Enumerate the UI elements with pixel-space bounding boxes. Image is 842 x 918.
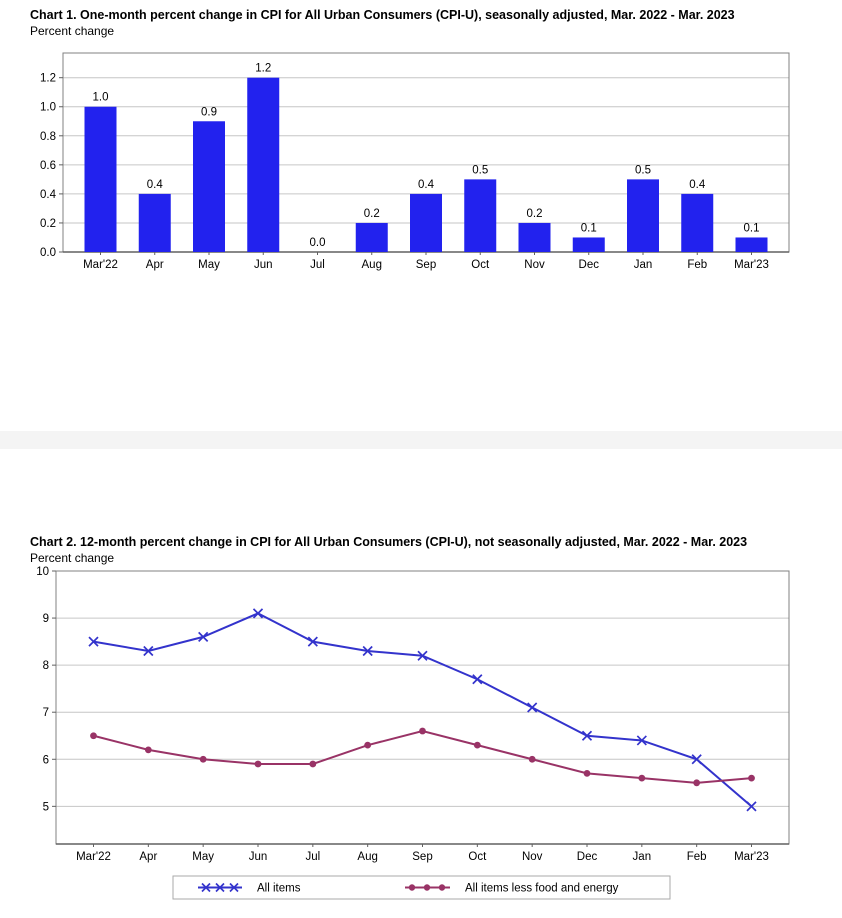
marker-circle [584, 770, 591, 777]
marker-circle [145, 746, 152, 753]
x-tick-label: Jan [632, 851, 652, 863]
x-tick-label: Mar'23 [734, 851, 769, 863]
x-tick-label: Jul [310, 259, 325, 271]
marker-circle [529, 756, 536, 763]
marker-x [473, 675, 482, 684]
bar [627, 179, 659, 252]
separator-band [0, 431, 842, 449]
bar-value-label: 0.5 [635, 164, 651, 177]
x-tick-label: Nov [524, 259, 545, 271]
x-tick-label: Aug [361, 259, 382, 271]
bar [681, 194, 713, 252]
x-tick-label: Apr [145, 259, 164, 271]
x-tick-label: Nov [521, 851, 543, 863]
y-tick-label: 0.6 [40, 159, 56, 172]
marker-circle [200, 756, 207, 763]
marker-circle [364, 742, 371, 749]
y-tick-label: 5 [42, 801, 49, 814]
x-tick-label: Dec [578, 259, 599, 271]
chart1-subtitle: Percent change [30, 24, 115, 38]
marker-circle [419, 728, 426, 735]
y-tick-label: 0.8 [40, 130, 56, 143]
x-tick-label: Jun [253, 259, 273, 271]
bar [139, 194, 171, 252]
chart2-title: Chart 2. 12-month percent change in CPI for All Urban Consumers (CPI-U), not seasonally adjusted, Mar. 2022 - Mar. 2023 [30, 535, 748, 549]
bar [519, 223, 551, 252]
x-tick-label: Mar'22 [83, 259, 118, 271]
plot-frame [56, 571, 789, 844]
x-tick-label: May [192, 851, 215, 863]
marker-circle [638, 775, 645, 782]
y-tick-label: 0.2 [40, 217, 56, 230]
marker-circle [90, 732, 97, 739]
marker-circle [748, 775, 755, 782]
bar-value-label: 0.1 [743, 222, 760, 235]
bar [573, 237, 605, 252]
bar-value-label: 0.0 [309, 237, 326, 249]
bar-value-label: 0.4 [418, 178, 434, 191]
bar [736, 237, 768, 252]
chart1-title: Chart 1. One-month percent change in CPI for All Urban Consumers (CPI-U), seasonally adjusted, Mar. 2022 - Mar. 2023 [30, 8, 735, 22]
y-tick-label: 10 [36, 566, 49, 578]
legend-label: All items [257, 882, 301, 895]
x-tick-label: Mar'23 [734, 259, 769, 271]
bar-value-label: 0.2 [526, 207, 543, 220]
series-line-x [94, 613, 752, 806]
bar [247, 78, 279, 252]
x-tick-label: Apr [139, 851, 158, 863]
marker-circle [309, 761, 316, 768]
bar-value-label: 0.4 [146, 178, 163, 191]
bar-value-label: 0.5 [472, 164, 489, 177]
marker-x [528, 703, 537, 712]
bar-value-label: 1.0 [92, 91, 109, 104]
bar [410, 194, 442, 252]
x-tick-label: Sep [415, 259, 437, 271]
bar [356, 223, 388, 252]
bar-value-label: 0.4 [689, 178, 706, 191]
y-tick-label: 9 [42, 613, 49, 626]
bar-value-label: 1.2 [255, 62, 272, 75]
y-tick-label: 0.4 [40, 188, 56, 201]
x-tick-label: Dec [576, 851, 598, 863]
marker-circle [255, 761, 262, 768]
line-chart-cpi-12-month [0, 563, 842, 918]
y-tick-label: 1.2 [40, 72, 56, 85]
x-tick-label: May [198, 259, 220, 271]
x-tick-label: Oct [471, 259, 490, 271]
bar-value-label: 0.9 [201, 106, 217, 119]
x-tick-label: Jul [305, 851, 321, 863]
x-tick-label: Oct [468, 851, 487, 863]
series-line-circle [94, 731, 752, 783]
legend-marker-circle [409, 884, 415, 890]
y-tick-label: 0.0 [40, 247, 56, 259]
bar-chart-cpi-one-month [0, 40, 842, 285]
bar [85, 107, 117, 252]
chart2-subtitle: Percent change [30, 551, 115, 565]
y-tick-label: 8 [42, 660, 49, 673]
x-tick-label: Feb [687, 259, 708, 271]
bar [193, 121, 225, 252]
y-tick-label: 1.0 [40, 101, 56, 114]
marker-x [254, 609, 263, 618]
marker-circle [693, 779, 700, 786]
legend-marker-circle [424, 884, 430, 890]
bar-value-label: 0.1 [580, 222, 597, 235]
y-tick-label: 7 [42, 707, 49, 720]
x-tick-label: Mar'22 [76, 851, 111, 863]
x-tick-label: Feb [686, 851, 707, 863]
legend-label: All items less food and energy [465, 882, 619, 895]
x-tick-label: Aug [357, 851, 378, 863]
marker-circle [474, 742, 481, 749]
x-tick-label: Jun [248, 851, 268, 863]
legend-marker-circle [439, 884, 445, 890]
y-tick-label: 6 [42, 754, 49, 767]
bar-value-label: 0.2 [363, 207, 380, 220]
x-tick-label: Sep [412, 851, 433, 863]
x-tick-label: Jan [633, 259, 653, 271]
bar [464, 179, 496, 252]
